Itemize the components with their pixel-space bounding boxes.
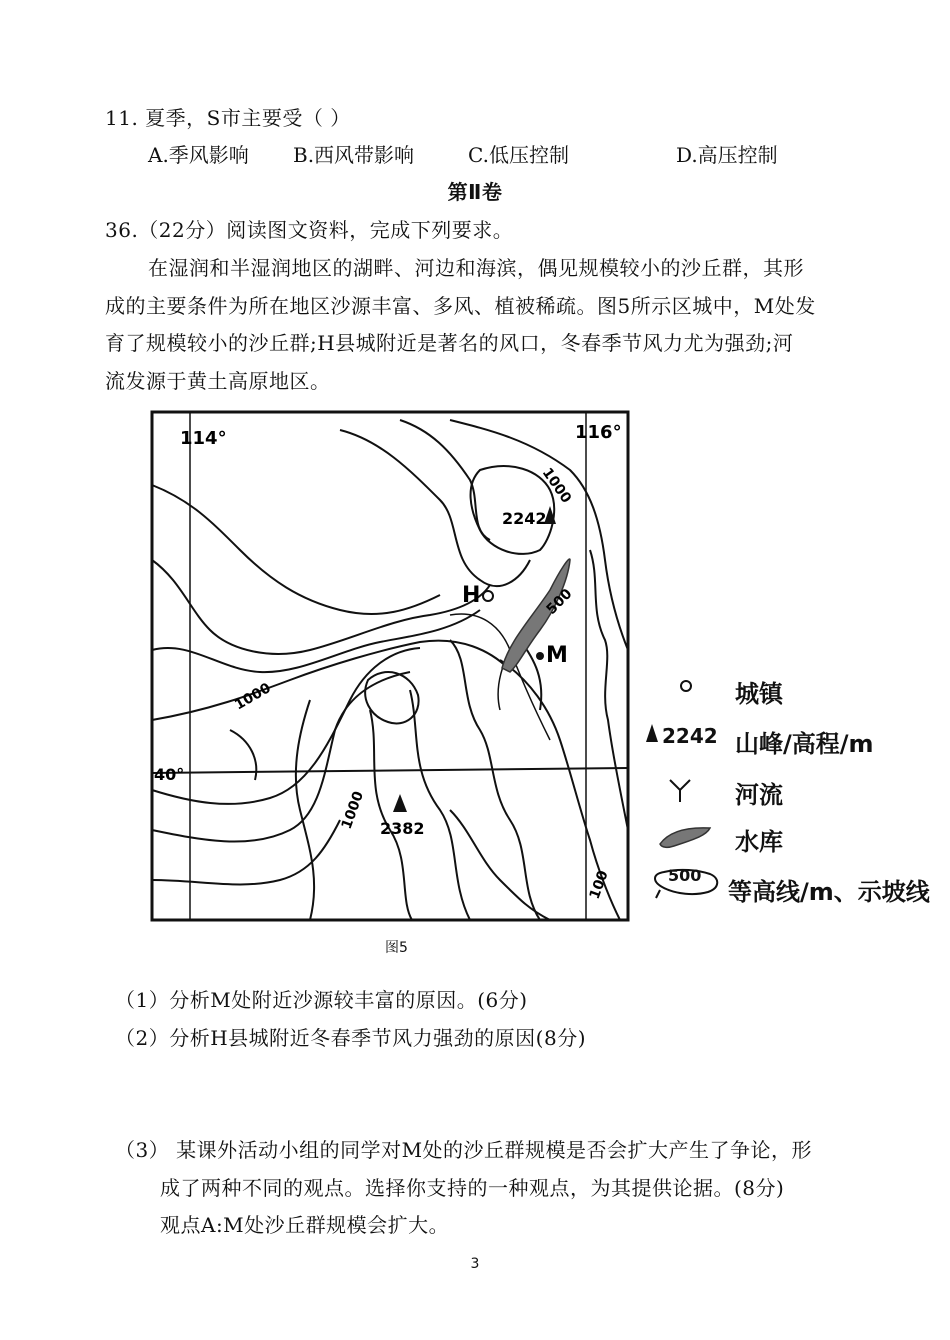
sub-question-3-line: 成了两种不同的观点。选择你支持的一种观点，为其提供论据。(8分) xyxy=(160,1176,785,1200)
q11-option-a: A.季风影响 xyxy=(148,143,249,167)
q11-stem: 11. 夏季，S市主要受（ ） xyxy=(105,106,351,130)
map-legend xyxy=(640,662,930,922)
figure-caption: 图5 xyxy=(385,940,408,956)
legend-reservoir-label: 水库 xyxy=(735,828,783,856)
contour-label: 500 xyxy=(543,585,576,618)
legend-river-label: 河流 xyxy=(735,781,783,809)
q36-paragraph-line: 流发源于黄土高原地区。 xyxy=(105,369,331,393)
town-h-icon xyxy=(483,591,493,601)
q36-header: 36.（22分）阅读图文资料，完成下列要求。 xyxy=(105,218,514,242)
contour-label: 1000 xyxy=(538,465,575,507)
sub-question-1: （1）分析M处附近沙源较丰富的原因。(6分) xyxy=(115,988,528,1012)
page-number: 3 xyxy=(470,1256,480,1272)
legend-town-icon xyxy=(681,681,691,691)
legend-town-label: 城镇 xyxy=(735,680,783,708)
q11-option-b: B.西风带影响 xyxy=(293,143,415,167)
q11-option-c: C.低压控制 xyxy=(468,143,569,167)
peak-north-label: 2242 xyxy=(502,509,547,528)
contour-label: 1000 xyxy=(232,680,274,714)
legend-contour-label: 等高线/m、示坡线 xyxy=(728,878,930,906)
legend-contour-value: 500 xyxy=(668,866,702,885)
sub-question-3-line: （3） 某课外活动小组的同学对M处的沙丘群规模是否会扩大产生了争论，形 xyxy=(115,1138,813,1162)
lon-label-right: 116° xyxy=(575,422,622,443)
contour-label: 1000 xyxy=(338,789,368,832)
topographic-map xyxy=(150,410,630,922)
q36-paragraph-line: 育了规模较小的沙丘群;H县城附近是著名的风口，冬春季节风力尤为强劲;河 xyxy=(105,331,794,355)
lat-label: 40° xyxy=(154,765,185,784)
legend-peak-label: 山峰/高程/m xyxy=(735,730,874,758)
site-m-label: M xyxy=(546,643,568,668)
legend-peak-icon xyxy=(646,724,658,742)
site-m-icon xyxy=(536,652,544,660)
sub-question-2: （2）分析H县城附近冬春季节风力强劲的原因(8分) xyxy=(115,1026,586,1050)
legend-peak-value: 2242 xyxy=(662,724,718,748)
legend-reservoir-icon xyxy=(660,828,710,847)
sub-question-3-line: 观点A:M处沙丘群规模会扩大。 xyxy=(160,1213,450,1237)
peak-south-label: 2382 xyxy=(380,819,425,838)
q36-paragraph-line: 在湿润和半湿润地区的湖畔、河边和海滨，偶见规模较小的沙丘群，其形 xyxy=(148,256,804,280)
contour-label: 100 xyxy=(586,868,612,902)
town-h-label: H xyxy=(462,583,481,608)
legend-slope-mark-icon xyxy=(656,890,660,898)
legend-river-icon xyxy=(670,780,690,802)
lon-label-left: 114° xyxy=(180,428,227,449)
section-title: 第Ⅱ卷 xyxy=(447,180,503,204)
q11-option-d: D.高压控制 xyxy=(676,143,778,167)
q36-paragraph-line: 成的主要条件为所在地区沙源丰富、多风、植被稀疏。图5所示区城中，M处发 xyxy=(105,294,816,318)
